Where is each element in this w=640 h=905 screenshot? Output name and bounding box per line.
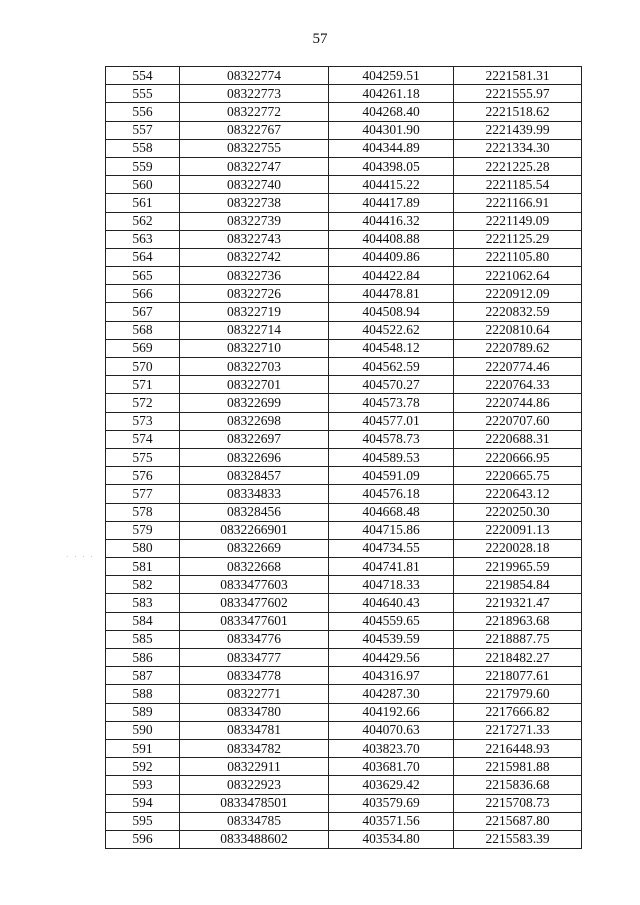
table-row	[106, 194, 582, 212]
point-code-cell: 08322773	[180, 85, 329, 103]
table-row	[106, 685, 582, 703]
y-coordinate-cell: 2215687.80	[454, 812, 582, 830]
point-code-cell: 08322742	[180, 248, 329, 266]
y-coordinate-cell: 2221149.09	[454, 212, 582, 230]
table-row	[106, 503, 582, 521]
point-code-cell: 08334777	[180, 649, 329, 667]
y-coordinate-cell: 2221518.62	[454, 103, 582, 121]
table-row	[106, 212, 582, 230]
point-code-cell: 0832266901	[180, 521, 329, 539]
table-row	[106, 667, 582, 685]
point-number-cell: 558	[106, 139, 180, 157]
y-coordinate-cell: 2220665.75	[454, 467, 582, 485]
x-coordinate-cell: 404316.97	[329, 667, 454, 685]
point-code-cell: 08322696	[180, 448, 329, 466]
point-code-cell: 08322774	[180, 67, 329, 85]
coordinates-table	[105, 66, 582, 849]
x-coordinate-cell: 404409.86	[329, 248, 454, 266]
y-coordinate-cell: 2221125.29	[454, 230, 582, 248]
point-number-cell: 555	[106, 85, 180, 103]
table-row	[106, 157, 582, 175]
point-code-cell: 0833488602	[180, 830, 329, 848]
x-coordinate-cell: 403534.80	[329, 830, 454, 848]
point-number-cell: 570	[106, 358, 180, 376]
point-code-cell: 08322738	[180, 194, 329, 212]
table-row	[106, 794, 582, 812]
table-row	[106, 176, 582, 194]
table-row	[106, 558, 582, 576]
y-coordinate-cell: 2221334.30	[454, 139, 582, 157]
point-code-cell: 08322736	[180, 267, 329, 285]
point-number-cell: 571	[106, 376, 180, 394]
table-row	[106, 703, 582, 721]
point-code-cell: 08322772	[180, 103, 329, 121]
table-row	[106, 339, 582, 357]
point-number-cell: 556	[106, 103, 180, 121]
y-coordinate-cell: 2219854.84	[454, 576, 582, 594]
point-number-cell: 572	[106, 394, 180, 412]
table-row	[106, 485, 582, 503]
point-code-cell: 08322697	[180, 430, 329, 448]
table-row	[106, 812, 582, 830]
table-row	[106, 758, 582, 776]
point-code-cell: 08322911	[180, 758, 329, 776]
point-number-cell: 594	[106, 794, 180, 812]
point-code-cell: 08322923	[180, 776, 329, 794]
table-row	[106, 103, 582, 121]
table-row	[106, 739, 582, 757]
y-coordinate-cell: 2221105.80	[454, 248, 582, 266]
table-row	[106, 521, 582, 539]
y-coordinate-cell: 2220764.33	[454, 376, 582, 394]
y-coordinate-cell: 2220666.95	[454, 448, 582, 466]
point-number-cell: 585	[106, 630, 180, 648]
point-number-cell: 589	[106, 703, 180, 721]
page-number: 57	[312, 31, 328, 47]
point-number-cell: 587	[106, 667, 180, 685]
point-code-cell: 0833477601	[180, 612, 329, 630]
y-coordinate-cell: 2215708.73	[454, 794, 582, 812]
point-number-cell: 588	[106, 685, 180, 703]
x-coordinate-cell: 404287.30	[329, 685, 454, 703]
y-coordinate-cell: 2221166.91	[454, 194, 582, 212]
x-coordinate-cell: 404429.56	[329, 649, 454, 667]
x-coordinate-cell: 404734.55	[329, 539, 454, 557]
point-number-cell: 561	[106, 194, 180, 212]
point-number-cell: 562	[106, 212, 180, 230]
x-coordinate-cell: 404668.48	[329, 503, 454, 521]
x-coordinate-cell: 404408.88	[329, 230, 454, 248]
point-number-cell: 565	[106, 267, 180, 285]
point-number-cell: 554	[106, 67, 180, 85]
x-coordinate-cell: 404422.84	[329, 267, 454, 285]
point-number-cell: 569	[106, 339, 180, 357]
y-coordinate-cell: 2219321.47	[454, 594, 582, 612]
point-number-cell: 557	[106, 121, 180, 139]
y-coordinate-cell: 2220707.60	[454, 412, 582, 430]
x-coordinate-cell: 404640.43	[329, 594, 454, 612]
point-number-cell: 574	[106, 430, 180, 448]
y-coordinate-cell: 2220744.86	[454, 394, 582, 412]
point-code-cell: 0833478501	[180, 794, 329, 812]
point-code-cell: 08322771	[180, 685, 329, 703]
y-coordinate-cell: 2220250.30	[454, 503, 582, 521]
y-coordinate-cell: 2220789.62	[454, 339, 582, 357]
y-coordinate-cell: 2219965.59	[454, 558, 582, 576]
point-number-cell: 563	[106, 230, 180, 248]
point-code-cell: 0833477602	[180, 594, 329, 612]
margin-artifact-dots: · · · ·	[66, 553, 95, 561]
x-coordinate-cell: 404741.81	[329, 558, 454, 576]
x-coordinate-cell: 404548.12	[329, 339, 454, 357]
point-number-cell: 591	[106, 739, 180, 757]
table-row	[106, 230, 582, 248]
coordinates-table-body	[106, 67, 582, 849]
y-coordinate-cell: 2215583.39	[454, 830, 582, 848]
table-row	[106, 139, 582, 157]
table-row	[106, 376, 582, 394]
table-row	[106, 467, 582, 485]
point-code-cell: 08334833	[180, 485, 329, 503]
y-coordinate-cell: 2218963.68	[454, 612, 582, 630]
y-coordinate-cell: 2221555.97	[454, 85, 582, 103]
x-coordinate-cell: 403579.69	[329, 794, 454, 812]
y-coordinate-cell: 2220912.09	[454, 285, 582, 303]
point-number-cell: 576	[106, 467, 180, 485]
point-number-cell: 577	[106, 485, 180, 503]
y-coordinate-cell: 2221185.54	[454, 176, 582, 194]
table-row	[106, 121, 582, 139]
x-coordinate-cell: 404417.89	[329, 194, 454, 212]
x-coordinate-cell: 404192.66	[329, 703, 454, 721]
x-coordinate-cell: 404589.53	[329, 448, 454, 466]
y-coordinate-cell: 2217271.33	[454, 721, 582, 739]
y-coordinate-cell: 2218887.75	[454, 630, 582, 648]
x-coordinate-cell: 404718.33	[329, 576, 454, 594]
point-number-cell: 579	[106, 521, 180, 539]
table-row	[106, 594, 582, 612]
point-code-cell: 08322743	[180, 230, 329, 248]
y-coordinate-cell: 2220688.31	[454, 430, 582, 448]
table-row	[106, 358, 582, 376]
x-coordinate-cell: 403571.56	[329, 812, 454, 830]
table-row	[106, 285, 582, 303]
point-number-cell: 573	[106, 412, 180, 430]
point-number-cell: 568	[106, 321, 180, 339]
y-coordinate-cell: 2220091.13	[454, 521, 582, 539]
point-code-cell: 08328457	[180, 467, 329, 485]
x-coordinate-cell: 403629.42	[329, 776, 454, 794]
x-coordinate-cell: 404261.18	[329, 85, 454, 103]
point-number-cell: 567	[106, 303, 180, 321]
table-row	[106, 67, 582, 85]
y-coordinate-cell: 2220028.18	[454, 539, 582, 557]
point-code-cell: 08322747	[180, 157, 329, 175]
x-coordinate-cell: 403681.70	[329, 758, 454, 776]
x-coordinate-cell: 403823.70	[329, 739, 454, 757]
point-code-cell: 08322701	[180, 376, 329, 394]
point-number-cell: 578	[106, 503, 180, 521]
y-coordinate-cell: 2215981.88	[454, 758, 582, 776]
y-coordinate-cell: 2220832.59	[454, 303, 582, 321]
x-coordinate-cell: 404478.81	[329, 285, 454, 303]
table-row	[106, 830, 582, 848]
point-code-cell: 08322767	[180, 121, 329, 139]
point-code-cell: 08322714	[180, 321, 329, 339]
y-coordinate-cell: 2220774.46	[454, 358, 582, 376]
x-coordinate-cell: 404570.27	[329, 376, 454, 394]
x-coordinate-cell: 404578.73	[329, 430, 454, 448]
x-coordinate-cell: 404268.40	[329, 103, 454, 121]
y-coordinate-cell: 2216448.93	[454, 739, 582, 757]
table-row	[106, 649, 582, 667]
y-coordinate-cell: 2220810.64	[454, 321, 582, 339]
y-coordinate-cell: 2221225.28	[454, 157, 582, 175]
point-code-cell: 08322726	[180, 285, 329, 303]
point-number-cell: 580	[106, 539, 180, 557]
point-code-cell: 08334780	[180, 703, 329, 721]
x-coordinate-cell: 404573.78	[329, 394, 454, 412]
y-coordinate-cell: 2221439.99	[454, 121, 582, 139]
x-coordinate-cell: 404715.86	[329, 521, 454, 539]
point-code-cell: 08322740	[180, 176, 329, 194]
point-code-cell: 08334782	[180, 739, 329, 757]
x-coordinate-cell: 404522.62	[329, 321, 454, 339]
point-code-cell: 08322668	[180, 558, 329, 576]
x-coordinate-cell: 404539.59	[329, 630, 454, 648]
table-row	[106, 248, 582, 266]
y-coordinate-cell: 2217666.82	[454, 703, 582, 721]
point-code-cell: 08328456	[180, 503, 329, 521]
point-code-cell: 08334778	[180, 667, 329, 685]
x-coordinate-cell: 404415.22	[329, 176, 454, 194]
point-code-cell: 08322739	[180, 212, 329, 230]
point-number-cell: 592	[106, 758, 180, 776]
point-number-cell: 595	[106, 812, 180, 830]
point-code-cell: 08322755	[180, 139, 329, 157]
y-coordinate-cell: 2220643.12	[454, 485, 582, 503]
point-code-cell: 08322699	[180, 394, 329, 412]
x-coordinate-cell: 404576.18	[329, 485, 454, 503]
point-number-cell: 581	[106, 558, 180, 576]
x-coordinate-cell: 404259.51	[329, 67, 454, 85]
x-coordinate-cell: 404070.63	[329, 721, 454, 739]
x-coordinate-cell: 404301.90	[329, 121, 454, 139]
point-number-cell: 560	[106, 176, 180, 194]
point-number-cell: 590	[106, 721, 180, 739]
table-row	[106, 412, 582, 430]
table-row	[106, 303, 582, 321]
table-row	[106, 576, 582, 594]
x-coordinate-cell: 404508.94	[329, 303, 454, 321]
point-number-cell: 596	[106, 830, 180, 848]
table-row	[106, 85, 582, 103]
point-code-cell: 08334776	[180, 630, 329, 648]
point-code-cell: 0833477603	[180, 576, 329, 594]
x-coordinate-cell: 404577.01	[329, 412, 454, 430]
point-number-cell: 583	[106, 594, 180, 612]
point-code-cell: 08322719	[180, 303, 329, 321]
point-number-cell: 575	[106, 448, 180, 466]
y-coordinate-cell: 2218482.27	[454, 649, 582, 667]
y-coordinate-cell: 2218077.61	[454, 667, 582, 685]
table-row	[106, 267, 582, 285]
point-number-cell: 559	[106, 157, 180, 175]
x-coordinate-cell: 404416.32	[329, 212, 454, 230]
point-code-cell: 08322698	[180, 412, 329, 430]
x-coordinate-cell: 404398.05	[329, 157, 454, 175]
point-code-cell: 08334781	[180, 721, 329, 739]
point-code-cell: 08322710	[180, 339, 329, 357]
y-coordinate-cell: 2221062.64	[454, 267, 582, 285]
y-coordinate-cell: 2215836.68	[454, 776, 582, 794]
x-coordinate-cell: 404591.09	[329, 467, 454, 485]
table-row	[106, 630, 582, 648]
table-row	[106, 430, 582, 448]
point-number-cell: 593	[106, 776, 180, 794]
table-row	[106, 448, 582, 466]
point-number-cell: 584	[106, 612, 180, 630]
table-row	[106, 539, 582, 557]
x-coordinate-cell: 404559.65	[329, 612, 454, 630]
point-code-cell: 08334785	[180, 812, 329, 830]
point-number-cell: 582	[106, 576, 180, 594]
point-number-cell: 564	[106, 248, 180, 266]
table-row	[106, 394, 582, 412]
y-coordinate-cell: 2221581.31	[454, 67, 582, 85]
table-row	[106, 321, 582, 339]
table-row	[106, 612, 582, 630]
x-coordinate-cell: 404562.59	[329, 358, 454, 376]
y-coordinate-cell: 2217979.60	[454, 685, 582, 703]
table-row	[106, 776, 582, 794]
point-number-cell: 566	[106, 285, 180, 303]
x-coordinate-cell: 404344.89	[329, 139, 454, 157]
point-number-cell: 586	[106, 649, 180, 667]
table-row	[106, 721, 582, 739]
point-code-cell: 08322669	[180, 539, 329, 557]
point-code-cell: 08322703	[180, 358, 329, 376]
